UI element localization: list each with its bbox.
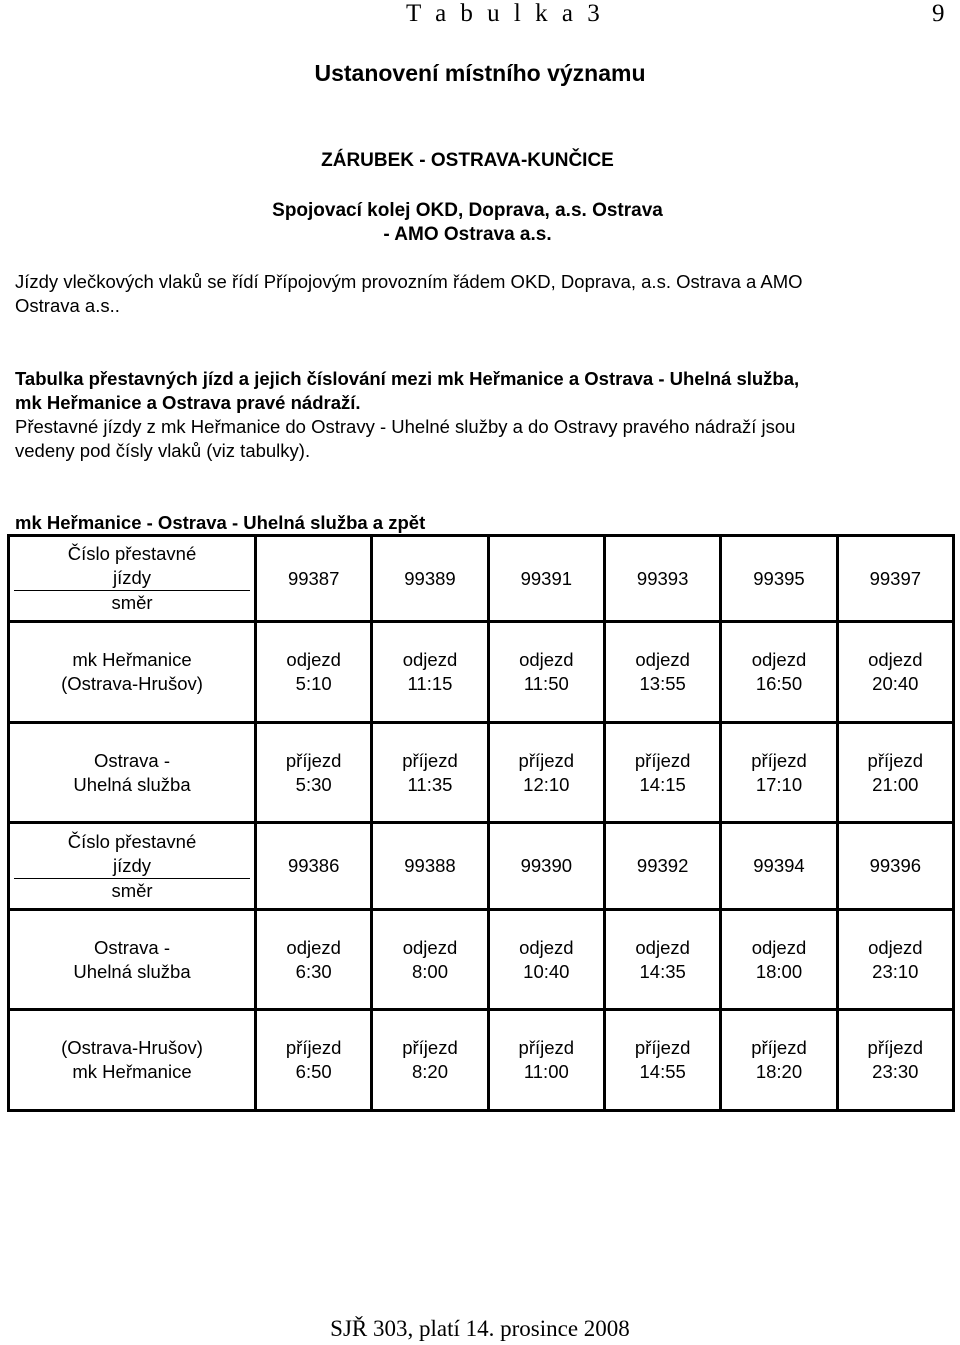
event-kind: příjezd	[867, 1037, 924, 1059]
paragraph-regulations	[15, 270, 950, 318]
table-row	[9, 722, 954, 823]
train-number-cell: 99393	[604, 536, 720, 622]
table-row	[9, 909, 954, 1010]
train-number-cell: 99392	[604, 823, 720, 909]
time-cell	[256, 622, 372, 723]
station-label-line: Uhelná služba	[73, 773, 191, 795]
time-cell	[721, 909, 837, 1010]
event-kind: příjezd	[518, 1037, 575, 1059]
event-time: 10:40	[523, 960, 570, 982]
event-time: 23:10	[872, 960, 919, 982]
table-row	[9, 823, 954, 909]
table-row	[9, 1010, 954, 1111]
event-kind: odjezd	[635, 649, 690, 671]
event-kind: příjezd	[402, 749, 458, 771]
timetable	[7, 534, 955, 1112]
event-kind: příjezd	[285, 1037, 342, 1059]
train-number-cell: 99395	[721, 536, 837, 622]
event-time: 23:30	[872, 1061, 919, 1083]
station-label-line: Ostrava -	[93, 936, 171, 958]
event-time: 5:30	[295, 773, 332, 795]
time-cell	[721, 1010, 837, 1111]
event-kind: odjezd	[519, 936, 574, 958]
track-name-line2: - AMO Ostrava a.s.	[383, 224, 552, 245]
paragraph-description	[15, 367, 950, 463]
time-cell	[837, 909, 953, 1010]
event-kind: příjezd	[751, 1037, 807, 1059]
station-label-line: mk Heřmanice	[72, 1061, 192, 1083]
event-time: 6:30	[295, 960, 332, 982]
event-time: 11:35	[407, 773, 453, 795]
event-kind: odjezd	[868, 936, 923, 958]
track-name-line1: Spojovací kolej OKD, Doprava, a.s. Ostrava	[272, 200, 663, 221]
event-time: 20:40	[872, 673, 919, 695]
time-cell	[256, 909, 372, 1010]
header-title: T a b u l k a 3	[406, 0, 604, 27]
time-cell	[488, 622, 604, 723]
table-row	[9, 536, 954, 622]
paragraph-line: mk Heřmanice a Ostrava pravé nádraží.	[15, 392, 361, 413]
event-time: 17:10	[755, 773, 803, 795]
event-kind: odjezd	[286, 936, 341, 958]
time-cell	[372, 722, 488, 823]
paragraph-line: vedeny pod čísly vlaků (viz tabulky).	[15, 440, 311, 461]
header-label-cell	[9, 823, 256, 909]
time-cell	[837, 622, 953, 723]
event-time: 14:15	[639, 773, 686, 795]
station-label-line: (Ostrava-Hrušov)	[61, 673, 203, 695]
event-time: 5:10	[295, 673, 332, 695]
header-label-line: jízdy	[14, 854, 250, 879]
event-kind: příjezd	[867, 749, 924, 771]
section-heading: mk Heřmanice - Ostrava - Uhelná služba a zpět	[15, 512, 426, 533]
event-kind: příjezd	[402, 1037, 458, 1059]
event-kind: odjezd	[286, 649, 341, 671]
event-time: 11:50	[523, 673, 569, 695]
event-time: 11:00	[523, 1061, 569, 1083]
header-label-line: směr	[111, 592, 153, 614]
event-time: 14:55	[639, 1061, 686, 1083]
train-number-cell: 99397	[837, 536, 953, 622]
train-number-cell: 99390	[488, 823, 604, 909]
event-kind: odjezd	[519, 649, 574, 671]
header-label-line: Číslo přestavné	[67, 543, 197, 565]
time-cell	[488, 722, 604, 823]
time-cell	[488, 909, 604, 1010]
event-kind: příjezd	[634, 749, 691, 771]
time-cell	[837, 722, 953, 823]
train-number-cell: 99386	[256, 823, 372, 909]
train-number-cell: 99391	[488, 536, 604, 622]
time-cell	[721, 722, 837, 823]
train-number-cell: 99387	[256, 536, 372, 622]
page-footer: SJŘ 303, platí 14. prosince 2008	[330, 1316, 630, 1341]
document-title: Ustanovení místního významu	[314, 60, 646, 86]
event-kind: příjezd	[518, 749, 575, 771]
event-kind: odjezd	[751, 936, 807, 958]
event-time: 12:10	[523, 773, 570, 795]
event-kind: příjezd	[285, 749, 342, 771]
station-label-line: Uhelná služba	[73, 960, 191, 982]
train-number-cell: 99396	[837, 823, 953, 909]
station-label-line: mk Heřmanice	[72, 649, 192, 671]
event-kind: odjezd	[751, 649, 807, 671]
event-kind: odjezd	[635, 936, 690, 958]
page-number: 9	[932, 0, 945, 27]
header-label-line: jízdy	[14, 566, 250, 591]
event-kind: odjezd	[402, 649, 458, 671]
time-cell	[256, 722, 372, 823]
header-label-line: směr	[111, 879, 153, 901]
station-name: ZÁRUBEK - OSTRAVA-KUNČICE	[321, 150, 614, 171]
paragraph-line: Přestavné jízdy z mk Heřmanice do Ostravy - Uhelné služby a do Ostravy pravého nádraží jsou	[15, 416, 796, 437]
event-kind: odjezd	[402, 936, 458, 958]
time-cell	[604, 722, 720, 823]
event-time: 14:35	[639, 960, 686, 982]
event-time: 6:50	[295, 1061, 332, 1083]
event-time: 21:00	[872, 773, 919, 795]
train-number-cell: 99389	[372, 536, 488, 622]
time-cell	[372, 909, 488, 1010]
station-label-cell	[9, 622, 256, 723]
event-kind: příjezd	[751, 749, 807, 771]
event-time: 11:15	[407, 673, 453, 695]
header-label-cell	[9, 536, 256, 622]
time-cell	[372, 622, 488, 723]
time-cell	[721, 622, 837, 723]
train-number-cell: 99388	[372, 823, 488, 909]
event-kind: příjezd	[634, 1037, 691, 1059]
station-label-line: (Ostrava-Hrušov)	[61, 1037, 203, 1059]
time-cell	[837, 1010, 953, 1111]
event-time: 18:00	[755, 960, 803, 982]
table-row	[9, 622, 954, 723]
event-time: 16:50	[755, 673, 803, 695]
event-time: 13:55	[639, 673, 686, 695]
station-label-line: Ostrava -	[93, 749, 171, 771]
header-label-line: Číslo přestavné	[67, 830, 197, 852]
time-cell	[488, 1010, 604, 1111]
time-cell	[604, 1010, 720, 1111]
time-cell	[372, 1010, 488, 1111]
time-cell	[604, 622, 720, 723]
paragraph-line: Jízdy vlečkových vlaků se řídí Přípojovým provozním řádem OKD, Doprava, a.s. Ostrava a AMO	[15, 271, 803, 292]
paragraph-line: Ostrava a.s..	[15, 295, 120, 316]
time-cell	[256, 1010, 372, 1111]
station-label-cell	[9, 1010, 256, 1111]
event-time: 18:20	[755, 1061, 803, 1083]
time-cell	[604, 909, 720, 1010]
event-time: 8:20	[411, 1061, 448, 1083]
station-label-cell	[9, 909, 256, 1010]
event-time: 8:00	[411, 960, 448, 982]
event-kind: odjezd	[868, 649, 923, 671]
station-label-cell	[9, 722, 256, 823]
paragraph-line: Tabulka přestavných jízd a jejich číslování mezi mk Heřmanice a Ostrava - Uhelná služba,	[15, 368, 800, 389]
train-number-cell: 99394	[721, 823, 837, 909]
